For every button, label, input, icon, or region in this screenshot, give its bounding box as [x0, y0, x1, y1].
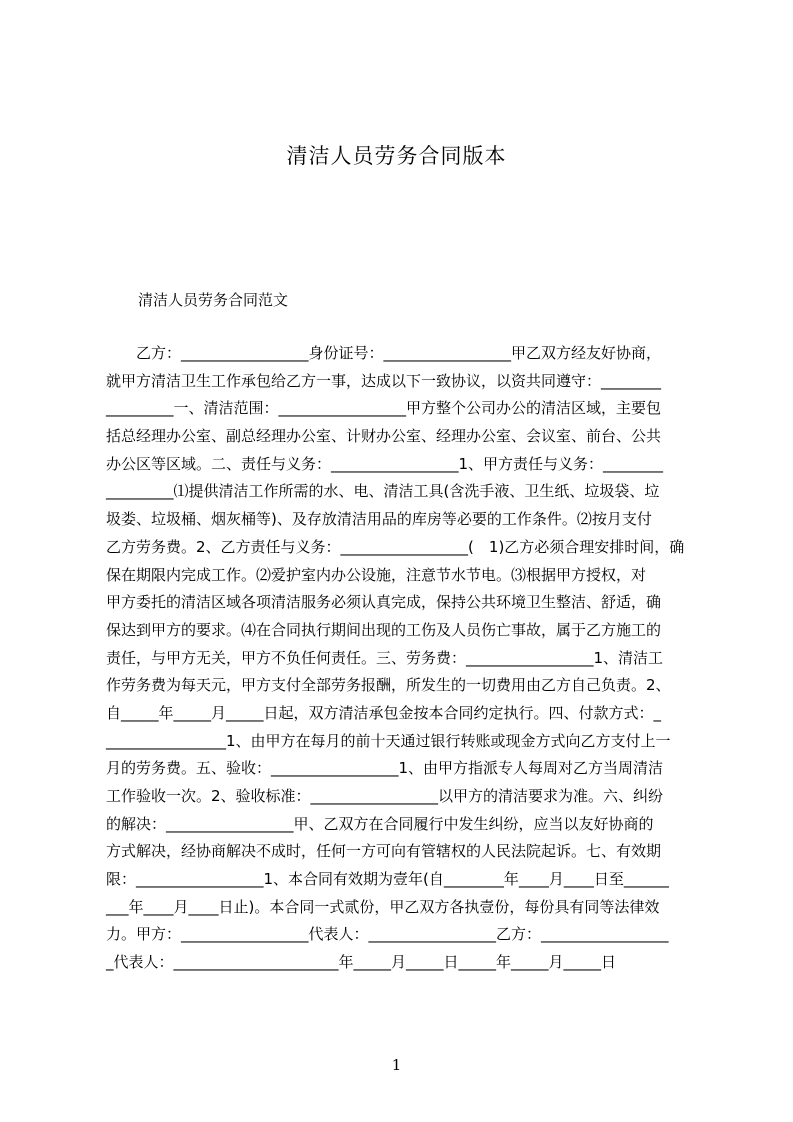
contract-line: 乙方劳务费。2、乙方责任与义务：_________________( 1)乙方必须合理安排时间，确 — [106, 537, 685, 556]
contract-line: ___年____月____日止)。本合同一式贰份，甲乙双方各执壹份，每份具有同等法律效 — [106, 897, 660, 916]
contract-line: 括总经理办公室、副总经理办公室、计财办公室、经理办公室、会议室、前台、公共 — [106, 427, 662, 446]
contract-body — [106, 340, 695, 972]
contract-line: _________⑴提供清洁工作所需的水、电、清洁工具(含洗手液、卫生纸、垃圾袋、垃 — [106, 482, 660, 501]
contract-line: 限：_________________1、本合同有效期为壹年(自________年____月____日至______ — [106, 870, 669, 889]
contract-line: _________一、清洁范围：_________________甲方整个公司办公的清洁区域，主要包 — [106, 399, 662, 418]
contract-line: 的解决：_________________甲、乙双方在合同履行中发生纠纷，应当以友好协商的 — [106, 814, 654, 833]
contract-line: 方式解决，经协商解决不成时，任何一方可向有管辖权的人民法院起诉。七、有效期 — [106, 842, 662, 861]
contract-line: 就甲方清洁卫生工作承包给乙方一事，达成以下一致协议，以资共同遵守：________ — [106, 371, 662, 390]
contract-line: 作劳务费为每天元，甲方支付全部劳务报酬，所发生的一切费用由乙方自己负责。2、 — [106, 676, 671, 695]
contract-line: 责任，与甲方无关，甲方不负任何责任。三、劳务费：_________________1、清洁工 — [106, 648, 664, 667]
document-title: 清洁人员劳务合同版本 — [286, 144, 507, 168]
contract-line: 自_____年_____月_____日起，双方清洁承包金按本合同约定执行。四、付款方式：_ — [106, 703, 662, 722]
contract-line: 乙方：_________________身份证号：_________________甲乙双方经友好协商， — [106, 344, 662, 362]
page-number: 1 — [391, 1056, 402, 1074]
contract-line: 月的劳务费。五、验收：_________________1、由甲方指派专人每周对乙方当周清洁 — [106, 759, 664, 778]
contract-line: 甲方委托的清洁区域各项清洁服务必须认真完成，保持公共环境卫生整洁、舒适，确 — [106, 593, 662, 612]
contract-line: 力。甲方：_________________代表人：_________________乙方：_________________ — [106, 925, 669, 944]
contract-line: 保达到甲方的要求。⑷在合同执行期间出现的工伤及人员伤亡事故，属于乙方施工的 — [106, 620, 662, 639]
contract-line: 工作验收一次。2、验收标准：_________________以甲方的清洁要求为准。六、纠纷 — [106, 787, 664, 805]
contract-line: 圾娄、垃圾桶、烟灰桶等)、及存放清洁用品的库房等必要的工作条件。⑵按月支付 — [106, 510, 652, 529]
contract-line: ________________1、由甲方在每月的前十天通过银行转账或现金方式向乙方支付上一 — [106, 731, 671, 750]
contract-line: 办公区等区域。二、责任与义务：_________________1、甲方责任与义务：________ — [106, 454, 664, 473]
document-subtitle: 清洁人员劳务合同范文 — [138, 291, 289, 309]
contract-line: 保在期限内完成工作。⑵爱护室内办公设施，注意节水节电。⑶根据甲方授权，对 — [106, 565, 647, 584]
contract-line: _代表人：______________________年_____月_____日_____年_____月_____日 — [106, 953, 617, 972]
